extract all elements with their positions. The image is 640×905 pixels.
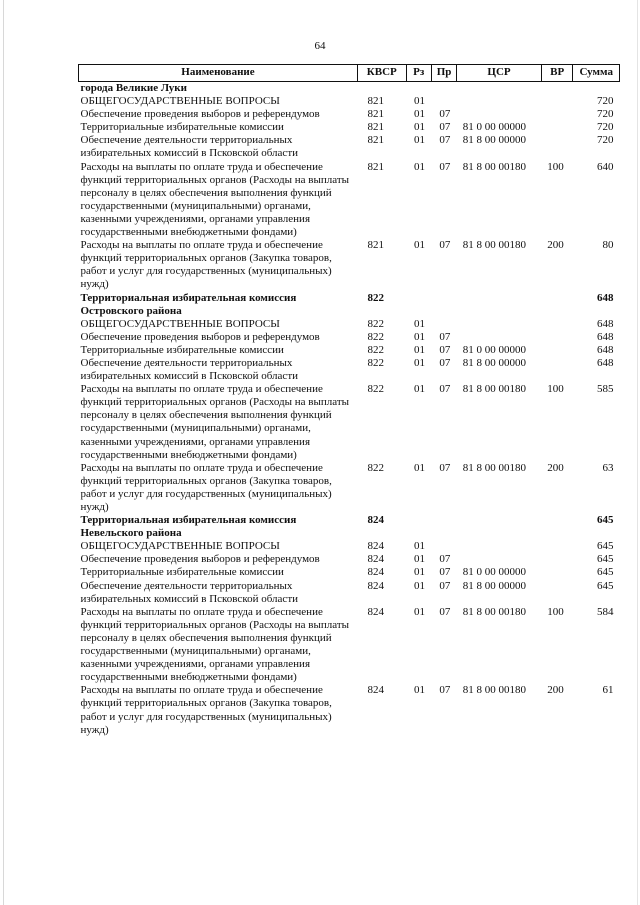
cell-vr: 200 bbox=[547, 461, 564, 474]
cell-rz: 01 bbox=[414, 330, 426, 343]
budget-table bbox=[78, 64, 620, 737]
cell-csr bbox=[457, 540, 542, 553]
cell-kvsr: 822 bbox=[367, 356, 384, 369]
header-vr: ВР bbox=[541, 65, 573, 82]
cell-kvsr: 824 bbox=[367, 579, 384, 592]
table-row bbox=[79, 108, 620, 121]
table-row bbox=[79, 292, 620, 318]
cell-kvsr: 824 bbox=[367, 553, 384, 566]
cell-csr bbox=[457, 95, 542, 108]
cell-vr: 100 bbox=[547, 160, 564, 173]
header-csr: ЦСР bbox=[457, 65, 542, 82]
cell-pr: 07 bbox=[439, 579, 451, 592]
cell-name: Расходы на выплаты по оплате труда и обеспечение функций территориальных органов (Расходы на выплаты персоналу в целях обеспечения выполнения функций государственными (муниципальными) органами, казенными учреждениями, органами управления государственными внебюджетными фондами) bbox=[80, 605, 350, 684]
cell-name: Обеспечение проведения выборов и референдумов bbox=[80, 108, 320, 121]
table-body bbox=[79, 82, 620, 737]
table-row bbox=[79, 462, 620, 514]
cell-sum: 80 bbox=[602, 239, 614, 252]
cell-kvsr: 822 bbox=[367, 330, 384, 343]
cell-kvsr: 824 bbox=[367, 684, 384, 697]
cell-name: Территориальные избирательные комиссии bbox=[80, 566, 284, 579]
cell-vr bbox=[541, 566, 573, 579]
cell-vr: 200 bbox=[547, 239, 564, 252]
cell-name: ОБЩЕГОСУДАРСТВЕННЫЕ ВОПРОСЫ bbox=[80, 95, 280, 108]
cell-sum: 720 bbox=[597, 95, 614, 108]
cell-name: Расходы на выплаты по оплате труда и обеспечение функций территориальных органов (Расходы на выплаты персоналу в целях обеспечения выполнения функций государственными (муниципальными) органами, казенными учреждениями, органами управления государственными внебюджетными фондами) bbox=[80, 383, 350, 461]
cell-csr bbox=[457, 514, 542, 540]
cell-rz: 01 bbox=[414, 317, 426, 330]
cell-vr bbox=[541, 82, 573, 96]
cell-csr: 81 8 00 00000 bbox=[462, 134, 527, 147]
cell-kvsr: 821 bbox=[367, 108, 384, 121]
table-row bbox=[79, 684, 620, 736]
cell-name: Территориальные избирательные комиссии bbox=[80, 343, 284, 356]
cell-rz: 01 bbox=[414, 108, 426, 121]
cell-pr: 07 bbox=[439, 330, 451, 343]
cell-kvsr: 824 bbox=[367, 514, 384, 527]
cell-name: Обеспечение проведения выборов и референдумов bbox=[80, 330, 320, 343]
cell-vr bbox=[541, 292, 573, 318]
cell-kvsr: 821 bbox=[367, 134, 384, 147]
table-row bbox=[79, 331, 620, 344]
cell-sum: 645 bbox=[597, 514, 614, 527]
table-row bbox=[79, 540, 620, 553]
cell-name: Расходы на выплаты по оплате труда и обеспечение функций территориальных органов (Расходы на выплаты персоналу в целях обеспечения выполнения функций государственными (муниципальными) органами, казенными учреждениями, органами управления государственными внебюджетными фондами) bbox=[80, 160, 350, 239]
cell-name: Обеспечение деятельности территориальных избирательных комиссий в Псковской области bbox=[80, 579, 299, 605]
cell-rz bbox=[406, 514, 431, 540]
cell-rz: 01 bbox=[414, 383, 426, 396]
cell-sum: 645 bbox=[597, 540, 614, 553]
cell-name: Обеспечение проведения выборов и референдумов bbox=[80, 553, 320, 566]
header-sum: Сумма bbox=[573, 65, 620, 82]
cell-sum: 720 bbox=[597, 134, 614, 147]
table-header-row bbox=[79, 65, 620, 82]
cell-kvsr bbox=[357, 82, 406, 96]
cell-kvsr: 822 bbox=[367, 383, 384, 396]
cell-rz: 01 bbox=[414, 461, 426, 474]
cell-pr: 07 bbox=[439, 605, 451, 618]
table-row bbox=[79, 82, 620, 96]
cell-csr: 81 8 00 00000 bbox=[462, 579, 527, 592]
cell-csr: 81 8 00 00180 bbox=[462, 160, 527, 173]
cell-pr: 07 bbox=[439, 121, 451, 134]
cell-csr bbox=[457, 331, 542, 344]
cell-csr bbox=[457, 82, 542, 96]
cell-vr bbox=[541, 331, 573, 344]
scan-edge-left bbox=[3, 0, 4, 905]
table-row bbox=[79, 566, 620, 579]
cell-sum: 645 bbox=[597, 566, 614, 579]
cell-pr bbox=[431, 95, 456, 108]
cell-rz: 01 bbox=[414, 343, 426, 356]
cell-vr bbox=[541, 357, 573, 383]
cell-sum: 645 bbox=[597, 579, 614, 592]
cell-pr bbox=[431, 514, 456, 540]
table-row bbox=[79, 553, 620, 566]
cell-kvsr: 822 bbox=[367, 291, 384, 304]
cell-name: Обеспечение деятельности территориальных избирательных комиссий в Псковской области bbox=[80, 356, 299, 383]
cell-pr: 07 bbox=[439, 343, 451, 356]
cell-csr bbox=[457, 553, 542, 566]
cell-vr bbox=[541, 553, 573, 566]
cell-kvsr: 821 bbox=[367, 239, 384, 252]
cell-name: Расходы на выплаты по оплате труда и обеспечение функций территориальных органов (Закупка товаров, работ и услуг для государственных (муниципальных) нужд) bbox=[80, 461, 332, 513]
cell-vr bbox=[541, 514, 573, 540]
cell-name: ОБЩЕГОСУДАРСТВЕННЫЕ ВОПРОСЫ bbox=[80, 317, 280, 330]
cell-sum: 720 bbox=[597, 108, 614, 121]
cell-name: ОБЩЕГОСУДАРСТВЕННЫЕ ВОПРОСЫ bbox=[80, 540, 280, 553]
cell-pr: 07 bbox=[439, 134, 451, 147]
table-row bbox=[79, 383, 620, 462]
cell-pr bbox=[431, 82, 456, 96]
cell-vr: 200 bbox=[547, 684, 564, 697]
cell-vr: 100 bbox=[547, 383, 564, 396]
cell-sum: 584 bbox=[597, 605, 614, 618]
cell-name: Расходы на выплаты по оплате труда и обеспечение функций территориальных органов (Закупка товаров, работ и услуг для государственных (муниципальных) нужд) bbox=[80, 684, 332, 736]
cell-sum: 648 bbox=[597, 330, 614, 343]
cell-pr bbox=[431, 540, 456, 553]
cell-pr: 07 bbox=[439, 160, 451, 173]
header-pr: Пр bbox=[431, 65, 456, 82]
cell-rz: 01 bbox=[414, 579, 426, 592]
header-rz: Рз bbox=[406, 65, 431, 82]
cell-sum: 648 bbox=[597, 317, 614, 330]
cell-csr bbox=[457, 108, 542, 121]
cell-csr bbox=[457, 318, 542, 331]
cell-rz: 01 bbox=[414, 95, 426, 108]
cell-kvsr: 822 bbox=[367, 461, 384, 474]
cell-vr bbox=[541, 108, 573, 121]
cell-rz bbox=[406, 82, 431, 96]
cell-rz bbox=[406, 292, 431, 318]
cell-vr bbox=[541, 134, 573, 160]
cell-kvsr: 821 bbox=[367, 160, 384, 173]
cell-rz: 01 bbox=[414, 356, 426, 369]
table-row bbox=[79, 580, 620, 606]
cell-csr: 81 0 00 00000 bbox=[462, 566, 527, 579]
cell-rz: 01 bbox=[414, 134, 426, 147]
header-name: Наименование bbox=[79, 65, 358, 82]
cell-vr bbox=[541, 344, 573, 357]
cell-sum: 648 bbox=[597, 356, 614, 369]
cell-csr: 81 0 00 00000 bbox=[462, 343, 527, 356]
cell-csr: 81 8 00 00180 bbox=[462, 383, 527, 396]
cell-rz: 01 bbox=[414, 566, 426, 579]
cell-kvsr: 824 bbox=[367, 566, 384, 579]
cell-pr: 07 bbox=[439, 108, 451, 121]
cell-sum: 63 bbox=[602, 461, 614, 474]
cell-name: Обеспечение деятельности территориальных избирательных комиссий в Псковской области bbox=[80, 134, 299, 160]
cell-rz: 01 bbox=[414, 239, 426, 252]
cell-csr: 81 8 00 00180 bbox=[462, 605, 527, 618]
cell-pr: 07 bbox=[439, 461, 451, 474]
cell-rz: 01 bbox=[414, 540, 426, 553]
cell-kvsr: 821 bbox=[367, 95, 384, 108]
cell-name: Расходы на выплаты по оплате труда и обеспечение функций территориальных органов (Закупка товаров, работ и услуг для государственных (муниципальных) нужд) bbox=[80, 239, 332, 291]
cell-kvsr: 824 bbox=[367, 540, 384, 553]
cell-csr: 81 8 00 00180 bbox=[462, 461, 527, 474]
table-row bbox=[79, 318, 620, 331]
cell-pr: 07 bbox=[439, 239, 451, 252]
cell-pr: 07 bbox=[439, 553, 451, 566]
cell-csr: 81 8 00 00180 bbox=[462, 684, 527, 697]
cell-sum bbox=[573, 82, 620, 96]
cell-vr bbox=[541, 95, 573, 108]
table-row bbox=[79, 121, 620, 134]
cell-sum: 585 bbox=[597, 383, 614, 396]
table-row bbox=[79, 514, 620, 540]
table-row bbox=[79, 606, 620, 685]
cell-csr: 81 8 00 00180 bbox=[462, 239, 527, 252]
cell-sum: 645 bbox=[597, 553, 614, 566]
cell-pr bbox=[431, 318, 456, 331]
cell-pr bbox=[431, 292, 456, 318]
cell-sum: 648 bbox=[597, 343, 614, 356]
table-row bbox=[79, 357, 620, 383]
cell-sum: 640 bbox=[597, 160, 614, 173]
cell-sum: 720 bbox=[597, 121, 614, 134]
table-row bbox=[79, 95, 620, 108]
cell-kvsr: 824 bbox=[367, 605, 384, 618]
cell-name: города Великие Луки bbox=[80, 82, 187, 94]
table-row bbox=[79, 344, 620, 357]
cell-vr bbox=[541, 540, 573, 553]
table-row bbox=[79, 161, 620, 240]
cell-pr: 07 bbox=[439, 684, 451, 697]
cell-csr: 81 0 00 00000 bbox=[462, 121, 527, 134]
cell-pr: 07 bbox=[439, 383, 451, 396]
page-number: 64 bbox=[314, 40, 326, 52]
cell-rz: 01 bbox=[414, 553, 426, 566]
cell-rz: 01 bbox=[414, 605, 426, 618]
cell-vr bbox=[541, 121, 573, 134]
cell-pr: 07 bbox=[439, 356, 451, 369]
cell-pr: 07 bbox=[439, 566, 451, 579]
cell-vr bbox=[541, 580, 573, 606]
cell-rz: 01 bbox=[414, 160, 426, 173]
cell-name: Территориальная избирательная комиссия Невельского района bbox=[80, 514, 297, 540]
cell-name: Территориальная избирательная комиссия Островского района bbox=[80, 291, 297, 317]
header-kvsr: КВСР bbox=[357, 65, 406, 82]
cell-sum: 648 bbox=[597, 291, 614, 304]
table-row bbox=[79, 239, 620, 291]
cell-sum: 61 bbox=[602, 684, 614, 697]
cell-kvsr: 821 bbox=[367, 121, 384, 134]
cell-csr: 81 8 00 00000 bbox=[462, 356, 527, 369]
cell-vr bbox=[541, 318, 573, 331]
table-row bbox=[79, 134, 620, 160]
cell-rz: 01 bbox=[414, 121, 426, 134]
cell-csr bbox=[457, 292, 542, 318]
cell-kvsr: 822 bbox=[367, 343, 384, 356]
cell-kvsr: 822 bbox=[367, 317, 384, 330]
scan-edge-right bbox=[637, 0, 638, 905]
cell-rz: 01 bbox=[414, 684, 426, 697]
cell-name: Территориальные избирательные комиссии bbox=[80, 121, 284, 134]
cell-vr: 100 bbox=[547, 605, 564, 618]
